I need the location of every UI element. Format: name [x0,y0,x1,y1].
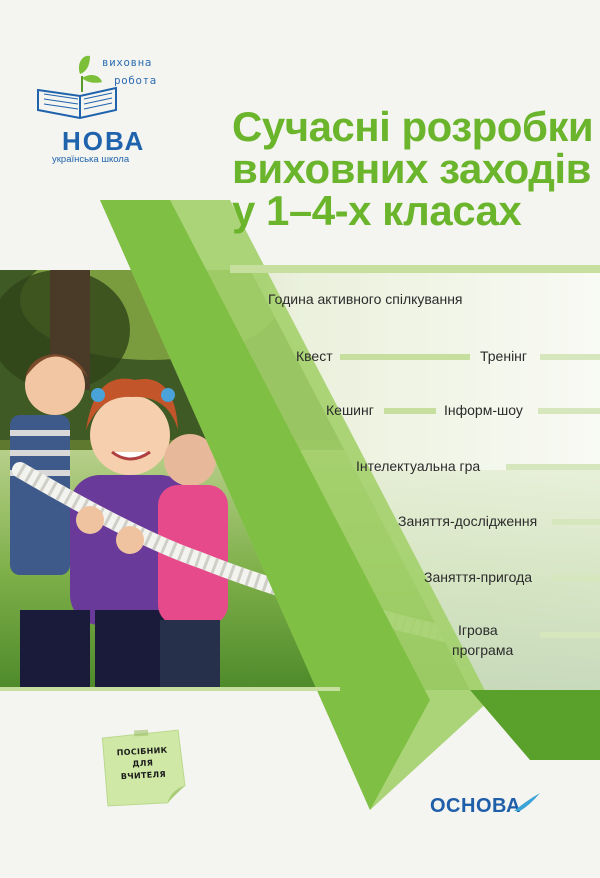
type-info-show: Інформ-шоу [444,402,523,418]
logo-subtitle: українська школа [52,154,130,165]
type-game-program-1: Ігрова [458,622,498,638]
title-line-3: у 1–4-х класах [232,187,522,234]
sticker-line-3: ВЧИТЕЛЯ [120,769,167,782]
separator [552,519,600,525]
publisher-logo [430,795,521,818]
type-hour: Година активного спілкування [268,291,463,307]
separator [384,408,436,414]
type-adventure: Заняття-пригода [424,569,533,585]
sticker-line-1: ПОСІБНИК [116,745,168,758]
sticker-text [99,744,187,784]
type-research: Заняття-дослідження [398,513,538,529]
type-caching: Кешинг [326,402,374,418]
title-line-1: Сучасні розробки [232,103,594,150]
publisher-name: ОСНОВА [430,795,521,817]
teacher-guide-sticker [98,728,188,808]
type-game-program-2: програма [452,642,514,658]
separator [552,575,600,581]
separator [540,632,600,638]
type-quest: Квест [296,348,333,364]
separator [340,354,470,360]
swoosh-icon [512,791,542,813]
separator [540,354,600,360]
type-training: Тренінг [480,348,528,364]
title-line-2: виховних заходів [232,145,591,192]
sticker-line-2: ДЛЯ [132,758,154,769]
type-intellectual-game: Інтелектуальна гра [356,458,481,474]
logo-title: НОВА [62,126,146,156]
separator [538,408,600,414]
series-label-1: виховна [102,56,152,69]
series-label-2: робота [114,74,157,87]
separator [506,464,600,470]
